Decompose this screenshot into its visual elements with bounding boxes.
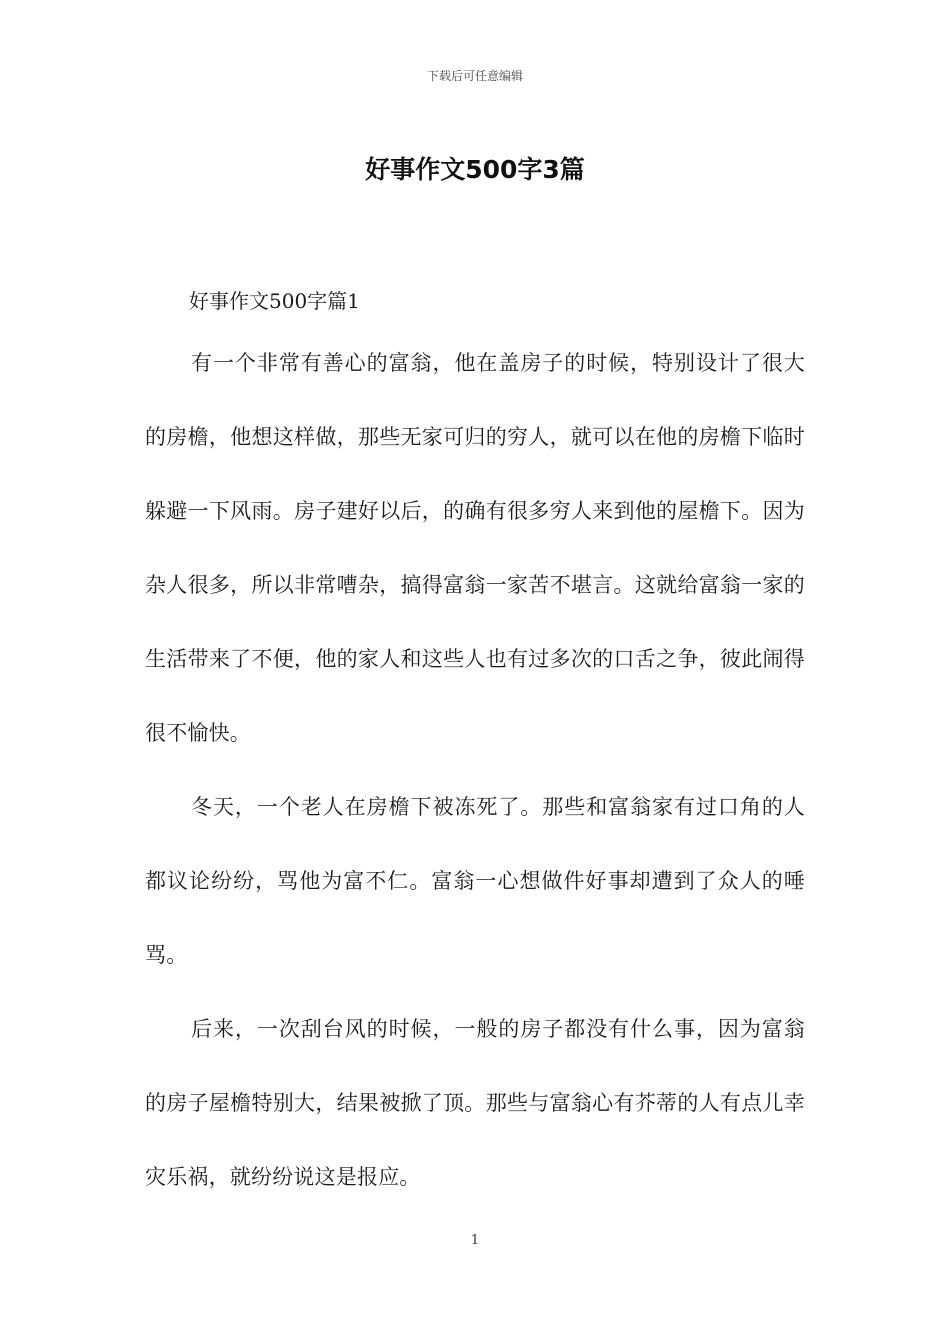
section-heading: 好事作文500字篇1 (189, 289, 360, 313)
paragraph-2: 冬天，一个老人在房檐下被冻死了。那些和富翁家有过口角的人都议论纷纷，骂他为富不仁。富翁一心想做件好事却遭到了众人的唾骂。 (145, 795, 805, 967)
document-body (145, 285, 805, 1214)
document-title: 好事作文500字3篇 (365, 155, 585, 184)
paragraph-3: 后来，一次刮台风的时候，一般的房子都没有什么事，因为富翁的房子屋檐特别大，结果被掀了顶。那些与富翁心有芥蒂的人有点儿幸灾乐祸，就纷纷说这是报应。 (145, 1017, 805, 1189)
paragraph-1: 有一个非常有善心的富翁，他在盖房子的时候，特别设计了很大的房檐，他想这样做，那些无家可归的穷人，就可以在他的房檐下临时躲避一下风雨。房子建好以后，的确有很多穷人来到他的屋檐下。因为杂人很多，所以非常嘈杂，搞得富翁一家苦不堪言。这就给富翁一家的生活带来了不便，他的家人和这些人也有过多次的口舌之争，彼此闹得很不愉快。 (145, 351, 805, 745)
download-note: 下载后可任意编辑 (426, 69, 523, 83)
page-number: 1 (470, 1233, 480, 1248)
